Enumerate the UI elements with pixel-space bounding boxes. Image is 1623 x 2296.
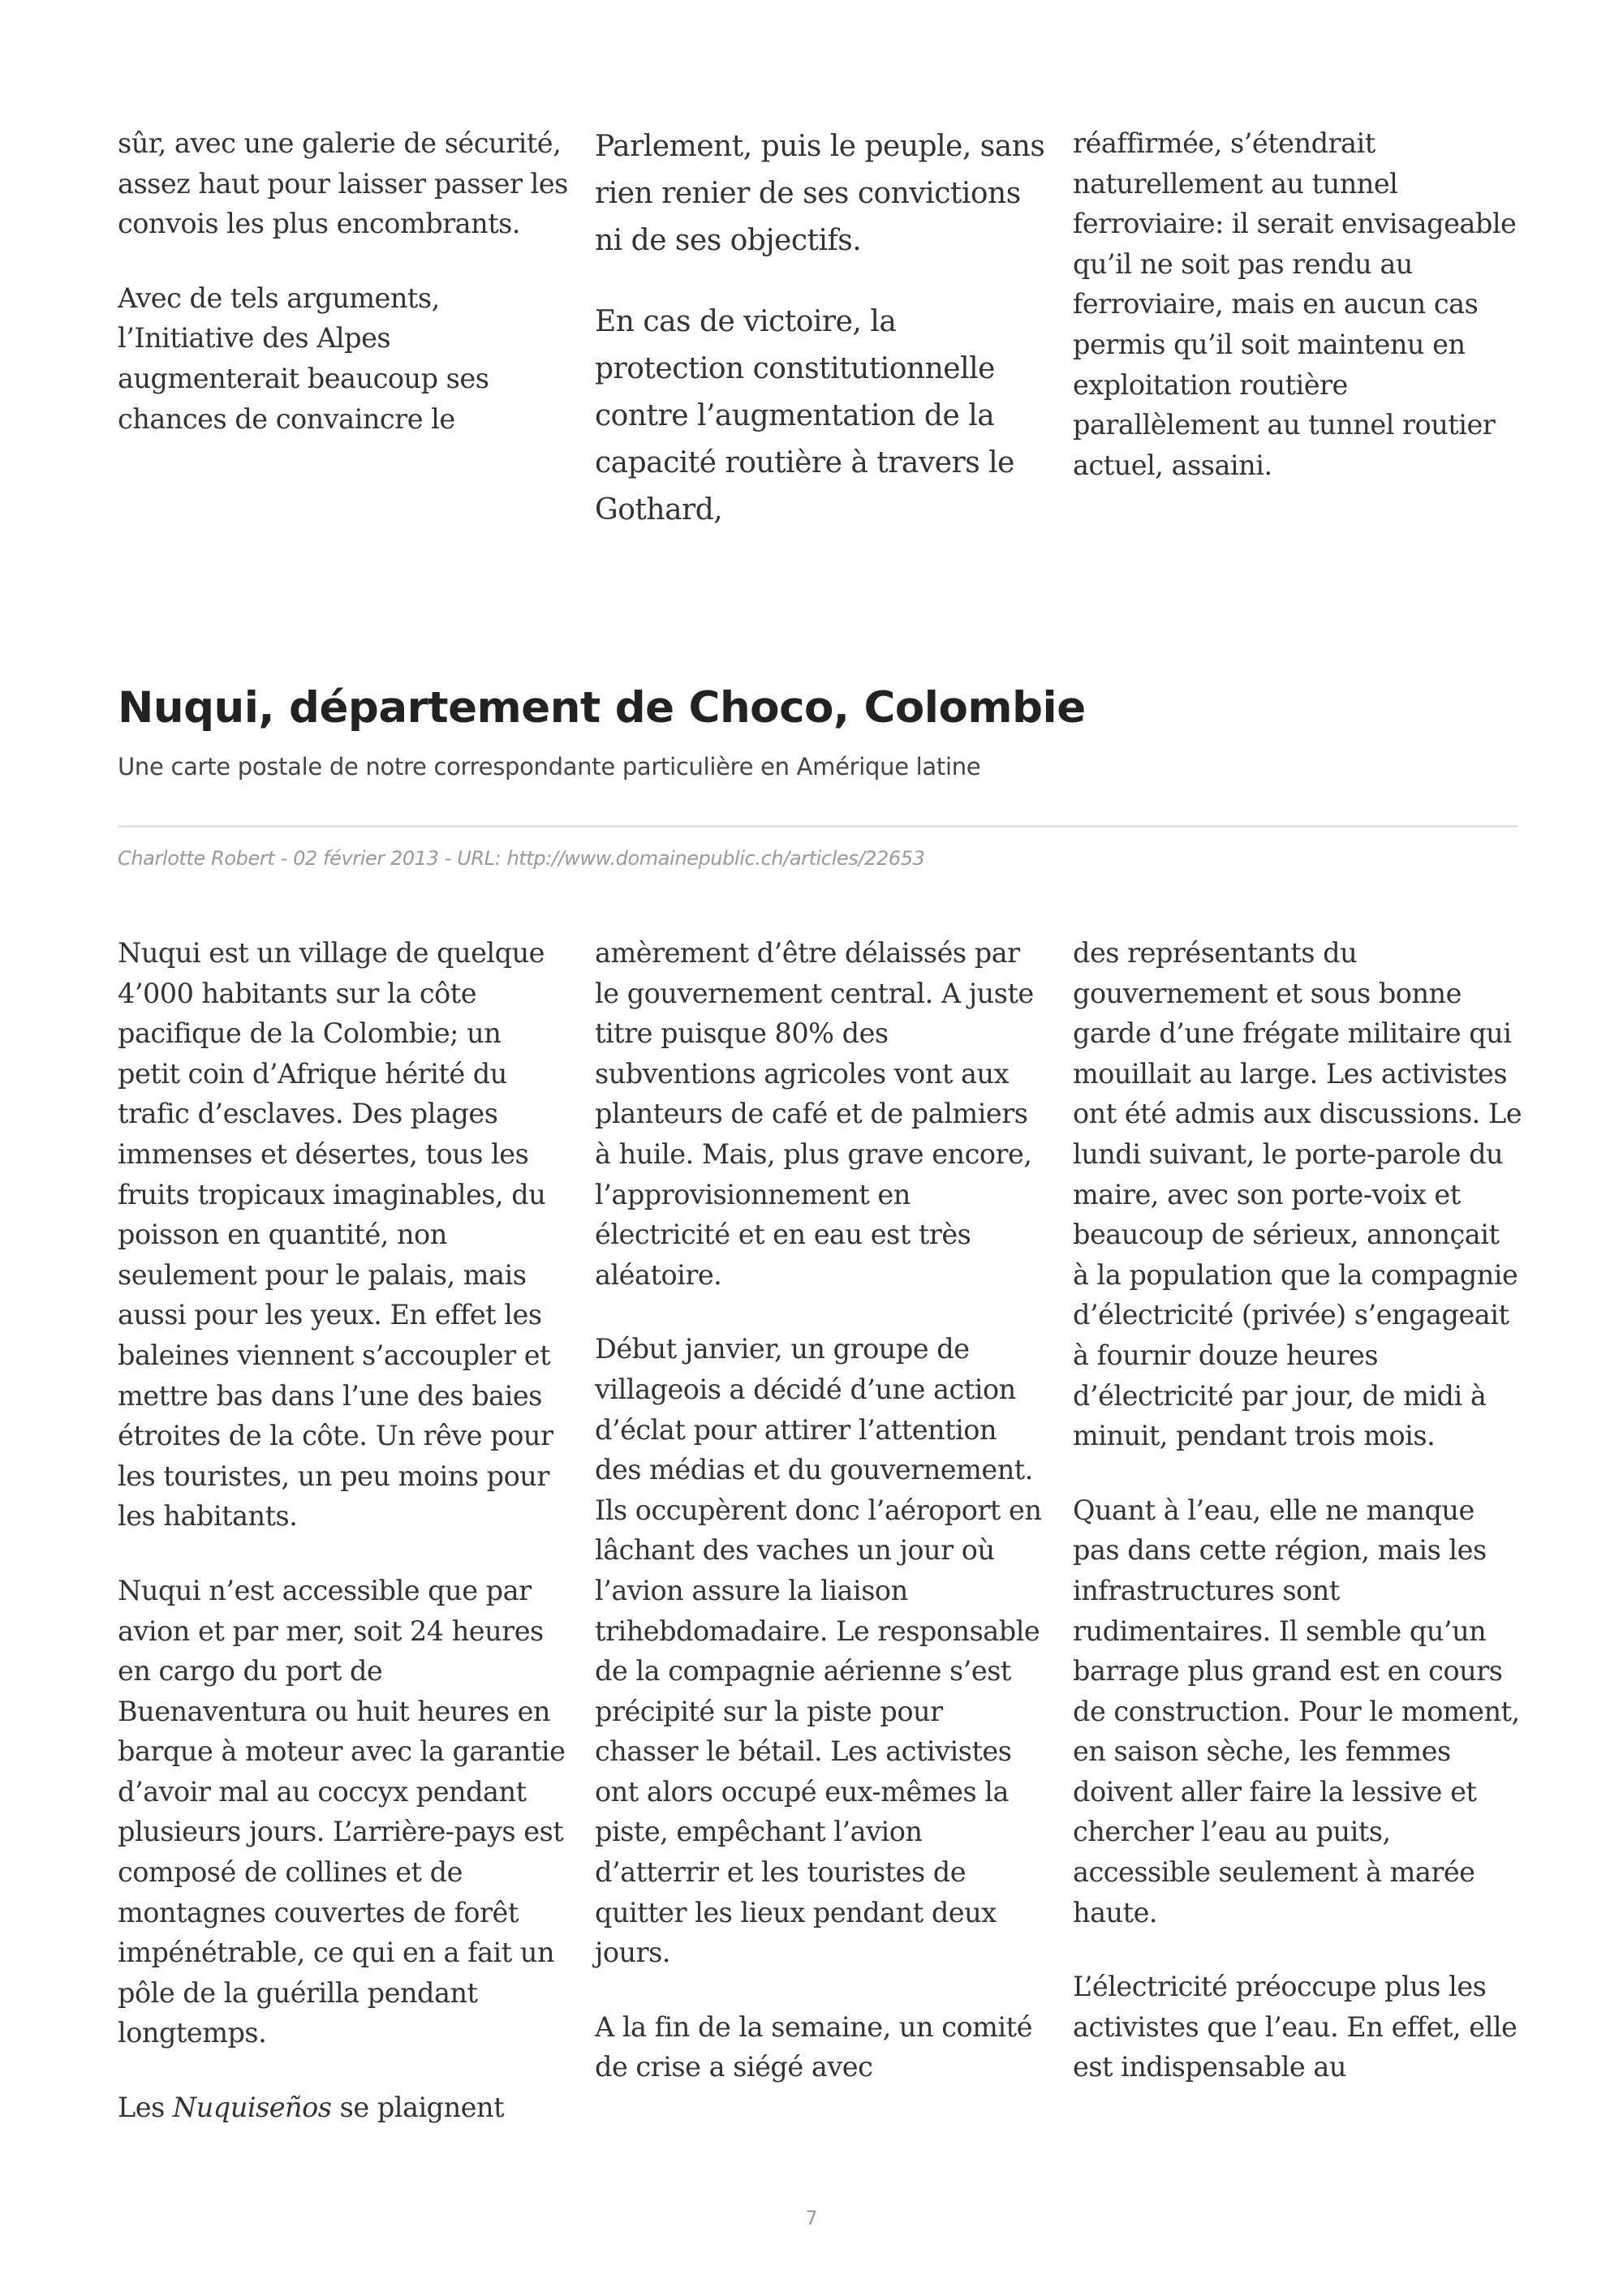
article-column-3: [1073, 933, 1523, 2087]
text-run: se plaignent: [331, 2092, 505, 2124]
paragraph: amèrement d’être délaissés par le gouvernement central. A juste titre puisque 80% des subventions agricoles vont aux planteurs de café et de palmiers à huile. Mais, plus grave encore, l’approvisionnement en électricité et en eau est très aléatoire.: [595, 937, 1034, 1291]
divider: [118, 825, 1518, 828]
paragraph: Quant à l’eau, elle ne manque pas dans cette région, mais les infrastructures sont rudimentaires. Il semble qu’un barrage plus grand est en cours de construction. Pour le moment, en saison sèche, les femmes doivent aller faire la lessive et chercher l’eau au puits, accessible seulement à marée haute.: [1073, 1494, 1520, 1928]
text-run: Les: [118, 2092, 173, 2124]
previous-article-column-2: [595, 123, 1049, 568]
article-column-1: [118, 933, 568, 2128]
article-subtitle: Une carte postale de notre correspondante particulière en Amérique latine: [118, 753, 981, 780]
paragraph: Parlement, puis le peuple, sans rien renier de ses convictions ni de ses objectifs.: [595, 130, 1045, 257]
paragraph: Avec de tels arguments, l’Initiative des Alpes augmenterait beaucoup ses chances de convaincre le: [118, 282, 489, 435]
paragraph: réaffirmée, s’étendrait naturellement au tunnel ferroviaire: il serait envisageable qu’il ne soit pas rendu au ferroviaire, mais en aucun cas permis qu’il soit maintenu en exploitation routière parallèlement au tunnel routier actuel, assaini.: [1073, 127, 1517, 481]
article-title: Nuqui, département de Choco, Colombie: [118, 683, 1086, 733]
paragraph: des représentants du gouvernement et sous bonne garde d’une frégate militaire qui mouillait au large. Les activistes ont été admis aux discussions. Le lundi suivant, le porte-parole du maire, avec son porte-voix et beaucoup de sérieux, annonçait à la population que la compagnie d’électricité (privée) s’engageait à fournir douze heures d’électricité par jour, de midi à minuit, pendant trois mois.: [1073, 937, 1522, 1452]
paragraph: L’électricité préoccupe plus les activistes que l’eau. En effet, elle est indispensable au: [1073, 1971, 1518, 2083]
article-byline: Charlotte Robert - 02 février 2013 - URL: http://www.domainepublic.ch/articles/22653: [118, 847, 925, 870]
page-number: 7: [805, 2207, 818, 2229]
italic-term: Nuquiseños: [172, 2092, 332, 2124]
paragraph: A la fin de la semaine, un comité de crise a siégé avec: [595, 2010, 1032, 2083]
previous-article-column-3: [1073, 123, 1523, 485]
paragraph: Nuqui n’est accessible que par avion et par mer, soit 24 heures en cargo du port de Buenaventura ou huit heures en barque à moteur avec la garantie d’avoir mal au coccyx pendant plusieurs jours. L’arrière-pays est composé de collines et de montagnes couvertes de forêt impénétrable, ce qui en a fait un pôle de la guérilla pendant longtemps.: [118, 1574, 566, 2049]
paragraph: Nuqui est un village de quelque 4’000 habitants sur la côte pacifique de la Colombie; un petit coin d’Afrique hérité du trafic d’esclaves. Des plages immenses et désertes, tous les fruits tropicaux imaginables, du poisson en quantité, non seulement pour le palais, mais aussi pour les yeux. En effet les baleines viennent s’accoupler et mettre bas dans l’une des baies étroites de la côte. Un rêve pour les touristes, un peu moins pour les habitants.: [118, 937, 553, 1533]
paragraph: sûr, avec une galerie de sécurité, assez haut pour laisser passer les convois les plus encombrants.: [118, 127, 568, 240]
paragraph: En cas de victoire, la protection constitutionnelle contre l’augmentation de la capacité routière à travers le Gothard,: [595, 305, 1014, 527]
article-column-2: [595, 933, 1045, 2087]
paragraph: Début janvier, un groupe de villageois a décidé d’une action d’éclat pour attirer l’attention des médias et du gouvernement. Ils occupèrent donc l’aéroport en lâchant des vaches un jour où l’avion assure la liaison trihebdomadaire. Le responsable de la compagnie aérienne s’est précipité sur la piste pour chasser le bétail. Les activistes ont alors occupé eux-mêmes la piste, empêchant l’avion d’atterrir et les touristes de quitter les lieux pendant deux jours.: [595, 1333, 1042, 1969]
previous-article-column-1: [118, 123, 568, 439]
paragraph: [118, 2087, 568, 2128]
